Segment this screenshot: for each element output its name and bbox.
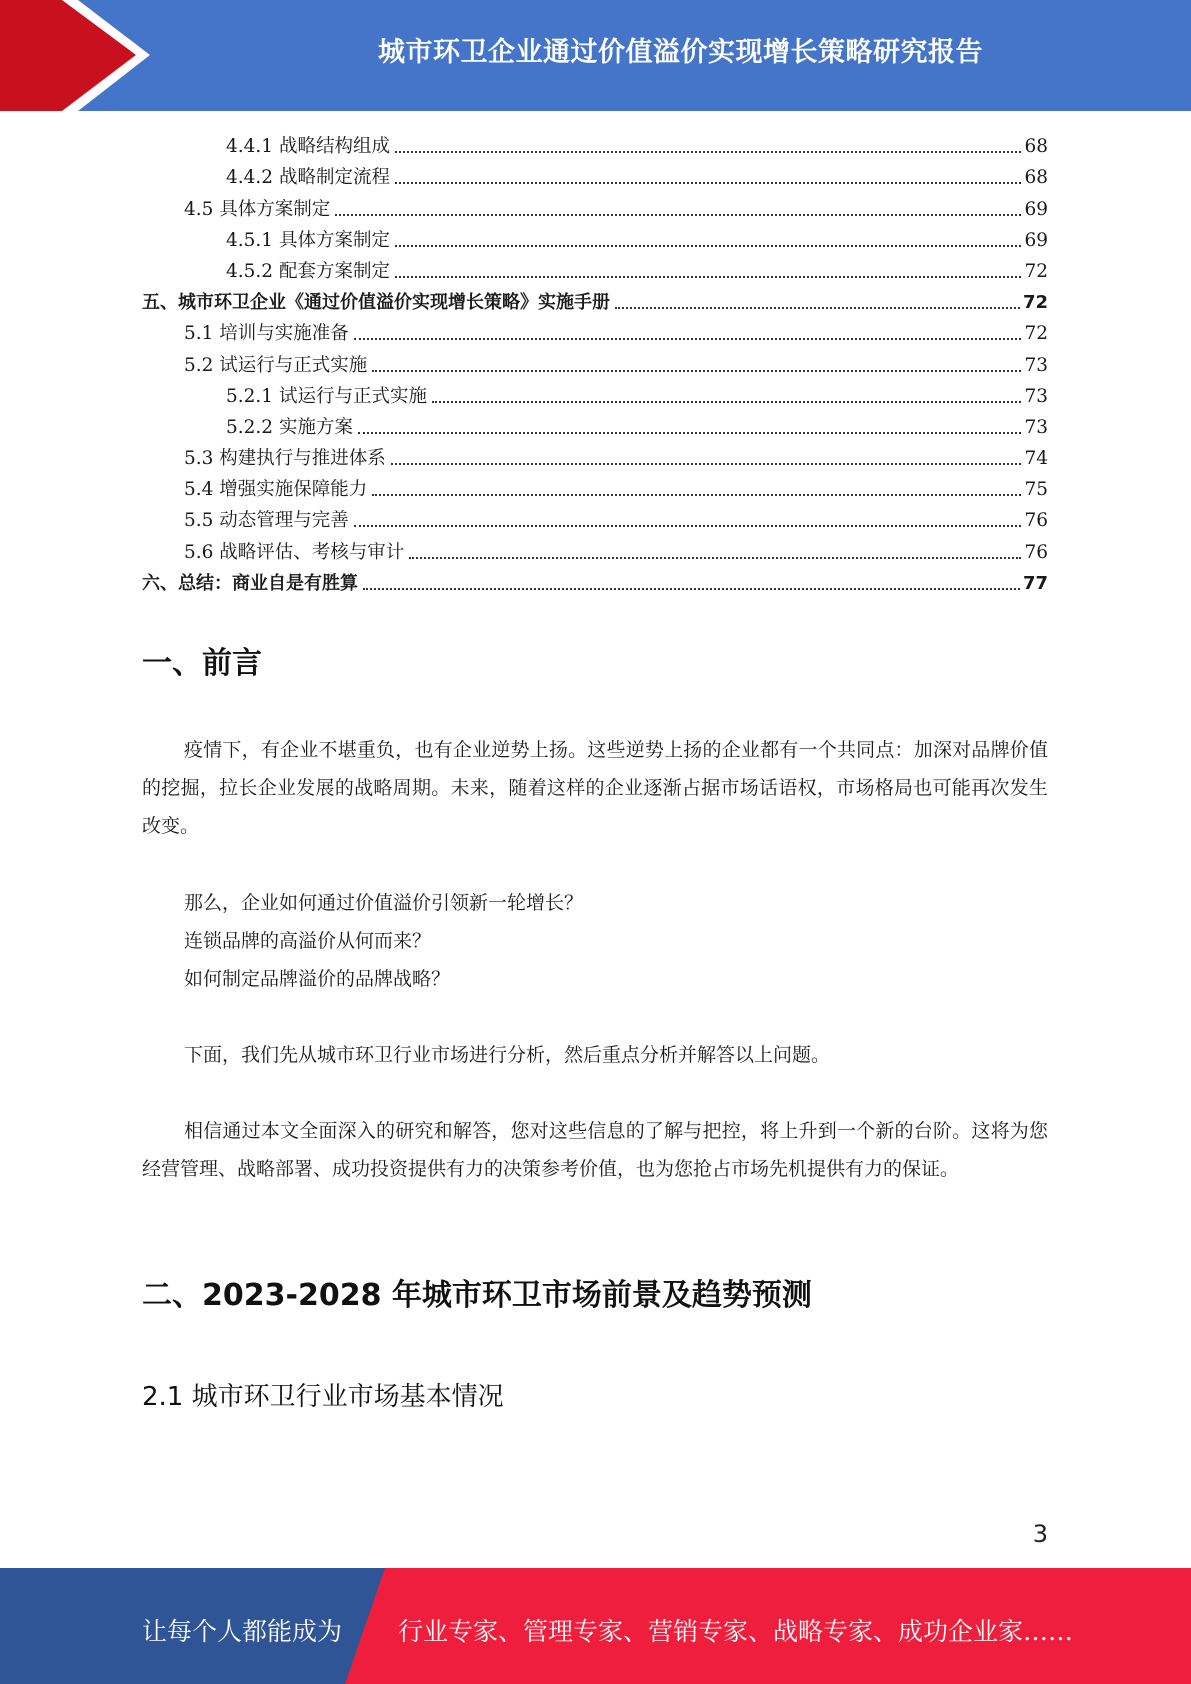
report-header-banner: [0, 0, 1191, 111]
toc-entry-label: 4.5 具体方案制定: [184, 198, 331, 220]
toc-entry-page: 77: [1022, 572, 1048, 594]
report-title: 城市环卫企业通过价值溢价实现增长策略研究报告: [378, 37, 983, 68]
toc-entry-label: 4.4.2 战略制定流程: [226, 167, 390, 189]
toc-entry-page: 68: [1024, 136, 1048, 158]
section-heading-preface: 一、前言: [142, 646, 262, 681]
toc-leader-dots: [395, 151, 1021, 153]
toc-entry[interactable]: [142, 440, 1048, 471]
toc-entry-chapter[interactable]: [142, 284, 1048, 315]
toc-leader-dots: [358, 432, 1022, 434]
toc-entry-page: 73: [1024, 385, 1048, 407]
toc-entry-page: 69: [1024, 198, 1048, 220]
toc-leader-dots: [335, 214, 1021, 216]
toc-entry-label: 5.3 构建执行与推进体系: [184, 448, 386, 470]
toc-entry-page: 72: [1024, 260, 1048, 282]
toc-entry-label: 5.2.1 试运行与正式实施: [226, 385, 427, 407]
toc-entry-page: 76: [1024, 541, 1048, 563]
toc-entry-label: 5.4 增强实施保障能力: [184, 479, 368, 501]
toc-entry-chapter[interactable]: [142, 565, 1048, 596]
toc-entry-label: 4.4.1 战略结构组成: [226, 136, 390, 158]
toc-leader-dots: [395, 276, 1021, 278]
toc-leader-dots: [395, 182, 1021, 184]
toc-leader-dots: [432, 401, 1021, 403]
preface-paragraph-2: 下面，我们先从城市环卫行业市场进行分析，然后重点分析并解答以上问题。: [184, 1044, 831, 1066]
toc-leader-dots: [391, 463, 1022, 465]
toc-entry[interactable]: [142, 190, 1048, 221]
toc-entry[interactable]: [142, 409, 1048, 440]
toc-entry-page: 72: [1024, 323, 1048, 345]
footer-banner: [0, 1568, 1191, 1684]
toc-leader-dots: [354, 525, 1022, 527]
subsection-heading-2-1: 2.1 城市环卫行业市场基本情况: [142, 1382, 504, 1412]
toc-entry-label: 5.1 培训与实施准备: [184, 323, 349, 345]
toc-entry[interactable]: [142, 315, 1048, 346]
toc-leader-dots: [395, 245, 1021, 247]
toc-entry-page: 68: [1024, 167, 1048, 189]
toc-entry-label: 5.2.2 实施方案: [226, 416, 353, 438]
toc-entry-page: 73: [1024, 354, 1048, 376]
preface-question-3: 如何制定品牌溢价的品牌战略？: [184, 968, 451, 990]
toc-entry[interactable]: [142, 253, 1048, 284]
toc-entry-page: 72: [1022, 292, 1048, 314]
toc-entry[interactable]: [142, 533, 1048, 564]
toc-entry-page: 75: [1024, 479, 1048, 501]
toc-entry[interactable]: [142, 159, 1048, 190]
preface-paragraph-3: 相信通过本文全面深入的研究和解答，您对这些信息的了解与把控，将上升到一个新的台阶。这将为您经营管理、战略部署、成功投资提供有力的决策参考价值，也为您抢占市场先机提供有力的保证。: [142, 1120, 1048, 1180]
header-arrow-decoration: [0, 0, 160, 111]
toc-entry-label: 五、城市环卫企业《通过价值溢价实现增长策略》实施手册: [142, 292, 610, 314]
toc-entry-page: 74: [1024, 448, 1048, 470]
toc-entry-label: 4.5.1 具体方案制定: [226, 229, 390, 251]
toc-leader-dots: [409, 557, 1021, 559]
toc-leader-dots: [372, 370, 1021, 372]
toc-entry[interactable]: [142, 471, 1048, 502]
toc-entry[interactable]: [142, 346, 1048, 377]
footer-slogan-right: 行业专家、管理专家、营销专家、战略专家、成功企业家……: [398, 1617, 1074, 1646]
preface-paragraph-1: 疫情下，有企业不堪重负，也有企业逆势上扬。这些逆势上扬的企业都有一个共同点：加深对品牌价值的挖掘，拉长企业发展的战略周期。未来，随着这样的企业逐渐占据市场话语权，市场格局也可能再次发生改变。: [142, 739, 1048, 837]
toc-entry[interactable]: [142, 222, 1048, 253]
toc-entry-page: 76: [1024, 510, 1048, 532]
toc-entry-label: 5.6 战略评估、考核与审计: [184, 541, 405, 563]
toc-entry[interactable]: [142, 502, 1048, 533]
section-heading-market-outlook: 二、2023-2028 年城市环卫市场前景及趋势预测: [142, 1278, 812, 1313]
toc-entry[interactable]: [142, 128, 1048, 159]
footer-slogan-left: 让每个人都能成为: [142, 1617, 343, 1646]
toc-leader-dots: [615, 307, 1020, 309]
preface-question-2: 连锁品牌的高溢价从何而来？: [184, 930, 432, 952]
page-number: 3: [1032, 1520, 1048, 1548]
preface-question-1: 那么，企业如何通过价值溢价引领新一轮增长？: [184, 892, 584, 914]
toc-entry[interactable]: [142, 378, 1048, 409]
toc-entry-label: 4.5.2 配套方案制定: [226, 260, 390, 282]
toc-entry-page: 69: [1024, 229, 1048, 251]
toc-leader-dots: [363, 588, 1020, 590]
toc-entry-label: 5.2 试运行与正式实施: [184, 354, 368, 376]
table-of-contents: [142, 128, 1048, 596]
toc-leader-dots: [372, 494, 1021, 496]
toc-entry-label: 5.5 动态管理与完善: [184, 510, 349, 532]
toc-entry-label: 六、总结：商业自是有胜算: [142, 572, 358, 594]
toc-entry-page: 73: [1024, 416, 1048, 438]
toc-leader-dots: [354, 338, 1022, 340]
